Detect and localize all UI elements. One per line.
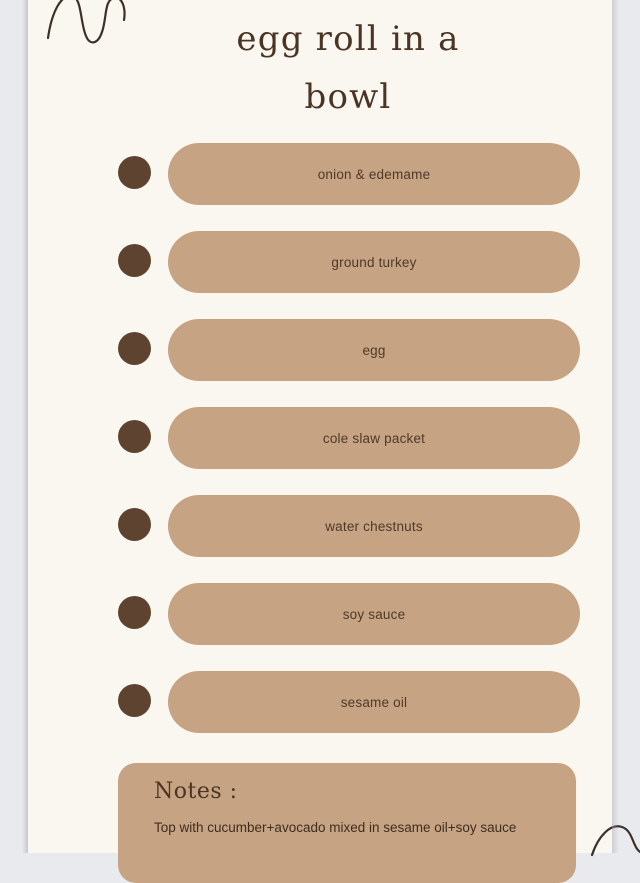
list-item[interactable] xyxy=(56,231,640,319)
ingredient-label: soy sauce xyxy=(342,606,406,622)
bullet-icon xyxy=(118,420,151,453)
bullet-icon xyxy=(118,244,151,277)
list-item[interactable] xyxy=(56,319,640,407)
notes-heading: Notes : xyxy=(154,779,238,804)
ingredient-list xyxy=(56,143,640,759)
ingredient-label: water chestnuts xyxy=(325,518,423,534)
ingredient-pill[interactable] xyxy=(168,671,580,733)
ingredient-pill[interactable] xyxy=(168,143,580,205)
ingredient-pill[interactable] xyxy=(168,319,580,381)
notes-body: Top with cucumber+avocado mixed in sesame oil+soy sauce xyxy=(154,820,517,835)
ingredient-label: egg xyxy=(362,342,386,358)
ingredient-label: onion & edemame xyxy=(317,166,431,182)
list-item[interactable] xyxy=(56,495,640,583)
bullet-icon xyxy=(118,684,151,717)
ingredient-label: cole slaw packet xyxy=(322,430,426,446)
list-item[interactable] xyxy=(56,407,640,495)
page-title xyxy=(56,10,640,126)
bullet-icon xyxy=(118,332,151,365)
page-title-line-2: bowl xyxy=(304,77,392,117)
ingredient-pill[interactable] xyxy=(168,495,580,557)
ingredient-label: sesame oil xyxy=(340,694,408,710)
page-right-shadow xyxy=(612,0,619,853)
bullet-icon xyxy=(118,596,151,629)
recipe-card xyxy=(28,0,612,853)
bullet-icon xyxy=(118,508,151,541)
ingredient-pill[interactable] xyxy=(168,407,580,469)
notes-card xyxy=(118,763,576,883)
list-item[interactable] xyxy=(56,143,640,231)
ingredient-pill[interactable] xyxy=(168,231,580,293)
ingredient-label: ground turkey xyxy=(331,254,417,270)
ingredient-pill[interactable] xyxy=(168,583,580,645)
list-item[interactable] xyxy=(56,671,640,759)
bullet-icon xyxy=(118,156,151,189)
page-title-line-1: egg roll in a xyxy=(236,19,460,59)
list-item[interactable] xyxy=(56,583,640,671)
